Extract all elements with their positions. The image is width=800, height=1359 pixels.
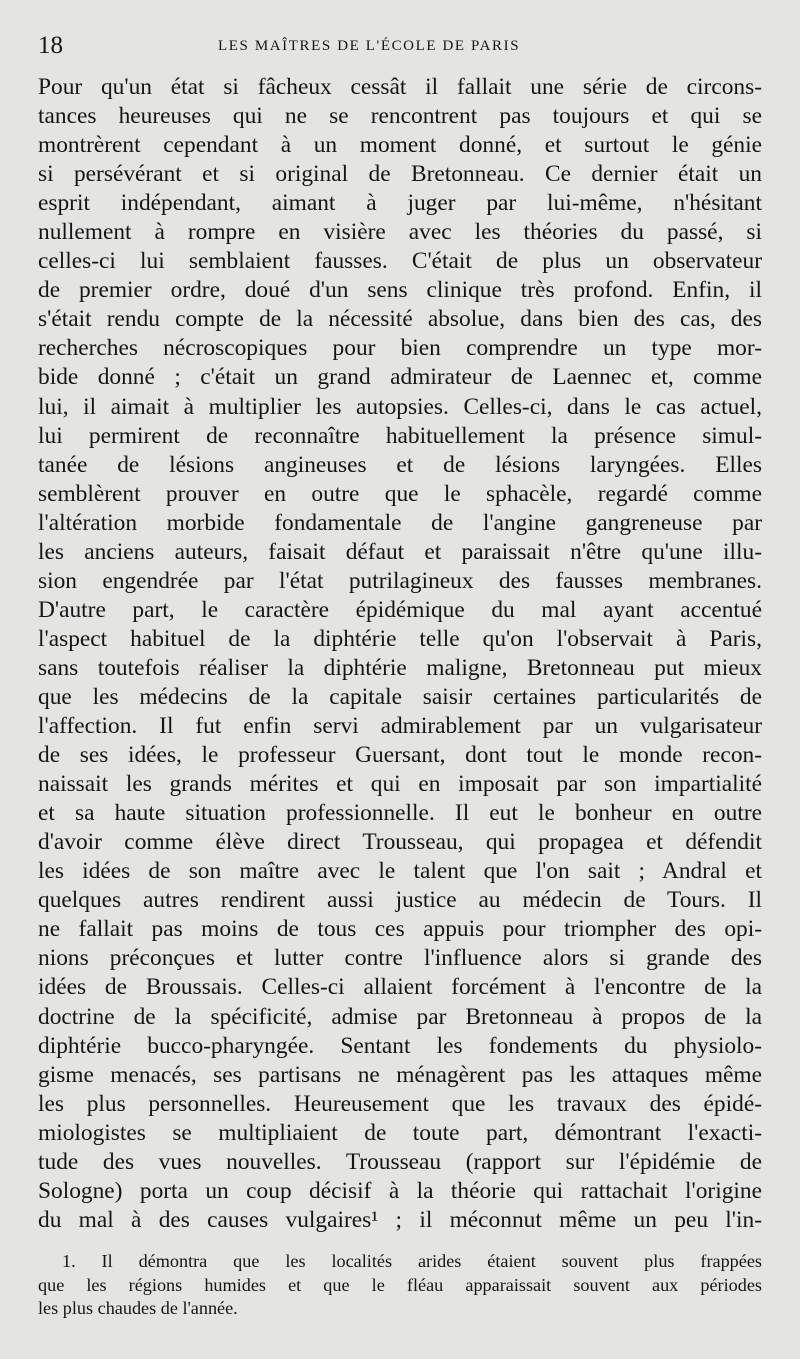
text-line: montrèrent cependant à un moment donné, et surtout le génie — [38, 132, 762, 159]
text-line: lui permirent de reconnaître habituellement la présence simul- — [38, 422, 762, 449]
page-number: 18 — [38, 32, 63, 59]
text-line: s'était rendu compte de la nécessité absolue, dans bien des cas, des — [38, 306, 762, 333]
text-line: semblèrent prouver en outre que le sphacèle, regardé comme — [38, 480, 762, 507]
text-line: l'altération morbide fondamentale de l'angine gangreneuse par — [38, 509, 762, 536]
text-line: Sologne) porta un coup décisif à la théorie qui rattachait l'origine — [38, 1177, 762, 1204]
text-line: miologistes se multipliaient de toute part, démontrant l'exacti- — [38, 1119, 762, 1146]
text-line: ne fallait pas moins de tous ces appuis pour triompher des opi- — [38, 916, 762, 943]
text-line: gisme menacés, ses partisans ne ménagèrent pas les attaques même — [38, 1061, 762, 1088]
footnote-line: 1. Il démontra que les localités arides étaient souvent plus frappées — [62, 1251, 762, 1271]
text-line: quelques autres rendirent aussi justice au médecin de Tours. Il — [38, 887, 762, 914]
text-line: l'affection. Il fut enfin servi admirablement par un vulgarisateur — [38, 713, 762, 740]
footnote-line: que les régions humides et que le fléau apparaissait souvent aux périodes — [38, 1274, 762, 1295]
text-line: et sa haute situation professionnelle. Il eut le bonheur en outre — [38, 800, 762, 827]
text-line: sans toutefois réaliser la diphtérie maligne, Bretonneau put mieux — [38, 654, 762, 681]
text-line: l'aspect habituel de la diphtérie telle qu'on l'observait à Paris, — [38, 625, 762, 652]
text-line: naissait les grands mérites et qui en imposait par son impartialité — [38, 771, 762, 798]
text-line: de premier ordre, doué d'un sens clinique très profond. Enfin, il — [38, 277, 762, 304]
text-line: Pour qu'un état si fâcheux cessât il fallait une série de circons- — [38, 74, 762, 100]
body-text — [38, 73, 762, 1235]
text-line: que les médecins de la capitale saisir certaines particularités de — [38, 683, 762, 710]
page-header — [38, 30, 762, 62]
text-line: recherches nécroscopiques pour bien comprendre un type mor- — [38, 335, 762, 362]
text-line: de ses idées, le professeur Guersant, dont tout le monde recon- — [38, 742, 762, 769]
text-line: les anciens auteurs, faisait défaut et paraissait n'être qu'une illu- — [38, 538, 762, 565]
text-line: nions préconçues et lutter contre l'influence alors si grande des — [38, 945, 762, 972]
text-line: les idées de son maître avec le talent que l'on sait ; Andral et — [38, 858, 762, 885]
running-title: LES MAÎTRES DE L'ÉCOLE DE PARIS — [218, 38, 521, 54]
text-line: doctrine de la spécificité, admise par Bretonneau à propos de la — [38, 1003, 762, 1030]
footnotes — [38, 1250, 762, 1321]
text-line: idées de Broussais. Celles-ci allaient forcément à l'encontre de la — [38, 974, 762, 1001]
text-line: tances heureuses qui ne se rencontrent pas toujours et qui se — [38, 103, 762, 130]
text-line: sion engendrée par l'état putrilagineux des fausses membranes. — [38, 567, 762, 594]
text-line: tude des vues nouvelles. Trousseau (rapport sur l'épidémie de — [38, 1148, 762, 1175]
text-line: diphtérie bucco-pharyngée. Sentant les fondements du physiolo- — [38, 1032, 762, 1059]
text-line: lui, il aimait à multiplier les autopsies. Celles-ci, dans le cas actuel, — [38, 393, 762, 420]
text-line: les plus personnelles. Heureusement que les travaux des épidé- — [38, 1090, 762, 1117]
text-line: d'avoir comme élève direct Trousseau, qui propagea et défendit — [38, 829, 762, 856]
text-line: du mal à des causes vulgaires¹ ; il méconnut même un peu l'in- — [38, 1206, 762, 1233]
text-line: D'autre part, le caractère épidémique du mal ayant accentué — [38, 596, 762, 623]
footnote-line: les plus chaudes de l'année. — [38, 1298, 238, 1318]
text-line: si persévérant et si original de Bretonneau. Ce dernier était un — [38, 161, 762, 188]
text-line: celles-ci lui semblaient fausses. C'était de plus un observateur — [38, 248, 762, 275]
text-line: esprit indépendant, aimant à juger par lui-même, n'hésitant — [38, 190, 762, 217]
text-line: tanée de lésions angineuses et de lésions laryngées. Elles — [38, 451, 762, 478]
text-line: nullement à rompre en visière avec les théories du passé, si — [38, 219, 762, 246]
text-line: bide donné ; c'était un grand admirateur de Laennec et, comme — [38, 364, 762, 391]
